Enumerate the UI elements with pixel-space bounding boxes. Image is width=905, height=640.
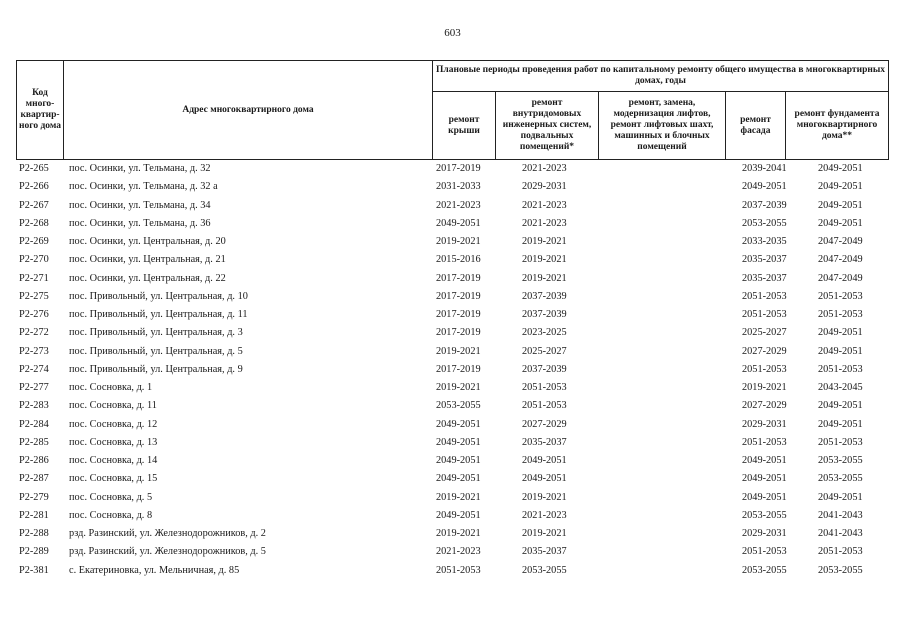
cell-foundation: 2049-2051: [818, 418, 863, 430]
cell-foundation: 2041-2043: [818, 528, 863, 539]
cell-facade: 2027-2029: [742, 345, 787, 357]
cell-address: пос. Осинки, ул. Тельмана, д. 32 а: [69, 181, 218, 193]
cell-code: Р2-273: [19, 345, 49, 357]
table-body: [16, 161, 888, 581]
cell-facade: 2025-2027: [742, 327, 787, 339]
cell-address: пос. Привольный, ул. Центральная, д. 10: [69, 290, 248, 302]
cell-engineering: 2029-2031: [522, 181, 567, 193]
table-row: [16, 453, 888, 471]
header-facade: ремонт фасада: [726, 92, 786, 160]
cell-engineering: 2053-2055: [522, 564, 567, 576]
cell-code: Р2-287: [19, 473, 49, 485]
cell-engineering: 2051-2053: [522, 400, 567, 412]
cell-engineering: 2019-2021: [522, 491, 567, 503]
table-row: [16, 234, 888, 252]
cell-code: Р2-277: [19, 382, 49, 393]
cell-foundation: 2047-2049: [818, 254, 863, 266]
table-row: [16, 252, 888, 270]
cell-engineering: 2051-2053: [522, 382, 567, 393]
cell-address: пос. Привольный, ул. Центральная, д. 11: [69, 309, 248, 320]
cell-foundation: 2049-2051: [818, 217, 863, 229]
table-row: [16, 544, 888, 562]
header-foundation: ремонт фундамента многоквартирного дома**: [786, 92, 889, 160]
cell-code: Р2-286: [19, 455, 49, 466]
table-row: [16, 179, 888, 197]
cell-roof: 2049-2051: [436, 418, 481, 430]
cell-address: пос. Осинки, ул. Центральная, д. 20: [69, 236, 226, 247]
cell-facade: 2029-2031: [742, 528, 787, 539]
cell-code: Р2-275: [19, 290, 49, 302]
cell-facade: 2051-2053: [742, 546, 787, 558]
cell-address: пос. Сосновка, д. 14: [69, 455, 158, 466]
cell-code: Р2-270: [19, 254, 49, 266]
cell-foundation: 2053-2055: [818, 564, 863, 576]
cell-foundation: 2051-2053: [818, 436, 863, 448]
cell-code: Р2-289: [19, 546, 49, 558]
table-row: [16, 161, 888, 179]
page-number: 603: [444, 27, 461, 39]
cell-engineering: 2019-2021: [522, 528, 567, 539]
cell-engineering: 2049-2051: [522, 473, 567, 485]
cell-engineering: 2021-2023: [522, 163, 567, 174]
table-row: [16, 216, 888, 234]
cell-address: пос. Привольный, ул. Центральная, д. 9: [69, 363, 243, 375]
cell-foundation: 2049-2051: [818, 491, 863, 503]
cell-roof: 2049-2051: [436, 217, 481, 229]
table-row: [16, 325, 888, 343]
table-row: [16, 490, 888, 508]
header-address: Адрес многоквартирного дома: [64, 61, 433, 160]
cell-facade: 2035-2037: [742, 254, 787, 266]
cell-engineering: 2025-2027: [522, 345, 567, 357]
cell-code: Р2-381: [19, 564, 49, 576]
cell-engineering: 2023-2025: [522, 327, 567, 339]
cell-foundation: 2043-2045: [818, 382, 863, 393]
cell-code: Р2-271: [19, 272, 49, 284]
cell-address: пос. Сосновка, д. 15: [69, 473, 158, 485]
table-row: [16, 471, 888, 489]
cell-foundation: 2041-2043: [818, 509, 863, 521]
cell-engineering: 2019-2021: [522, 254, 567, 266]
cell-roof: 2017-2019: [436, 272, 481, 284]
cell-engineering: 2021-2023: [522, 217, 567, 229]
cell-roof: 2021-2023: [436, 199, 481, 211]
table-row: [16, 344, 888, 362]
cell-address: пос. Сосновка, д. 8: [69, 509, 153, 521]
cell-foundation: 2051-2053: [818, 546, 863, 558]
cell-roof: 2031-2033: [436, 181, 481, 193]
cell-facade: 2051-2053: [742, 309, 787, 320]
cell-facade: 2053-2055: [742, 217, 787, 229]
cell-facade: 2049-2051: [742, 181, 787, 193]
cell-address: пос. Сосновка, д. 5: [69, 491, 153, 503]
cell-facade: 2051-2053: [742, 290, 787, 302]
cell-foundation: 2051-2053: [818, 363, 863, 375]
cell-address: пос. Осинки, ул. Тельмана, д. 36: [69, 217, 211, 229]
table-row: [16, 417, 888, 435]
cell-engineering: 2035-2037: [522, 546, 567, 558]
table-row: [16, 289, 888, 307]
table-row: [16, 508, 888, 526]
header-roof: ремонт крыши: [433, 92, 496, 160]
cell-roof: 2019-2021: [436, 528, 481, 539]
cell-engineering: 2037-2039: [522, 290, 567, 302]
cell-code: Р2-269: [19, 236, 49, 247]
cell-foundation: 2049-2051: [818, 163, 863, 174]
cell-code: Р2-281: [19, 509, 49, 521]
table-row: [16, 271, 888, 289]
cell-roof: 2049-2051: [436, 509, 481, 521]
header-engineering: ремонт внутридомовых инженерных систем, подвальных помещений*: [496, 92, 599, 160]
cell-roof: 2049-2051: [436, 473, 481, 485]
cell-roof: 2017-2019: [436, 327, 481, 339]
cell-foundation: 2047-2049: [818, 236, 863, 247]
cell-roof: 2051-2053: [436, 564, 481, 576]
cell-code: Р2-267: [19, 199, 49, 211]
cell-engineering: 2027-2029: [522, 418, 567, 430]
header-periods: Плановые периоды проведения работ по капитальному ремонту общего имущества в многоквартирных домах, годы: [433, 61, 889, 92]
table-row: [16, 563, 888, 581]
cell-address: пос. Сосновка, д. 12: [69, 418, 158, 430]
cell-code: Р2-266: [19, 181, 49, 193]
cell-roof: 2017-2019: [436, 163, 481, 174]
cell-facade: 2049-2051: [742, 455, 787, 466]
cell-foundation: 2049-2051: [818, 181, 863, 193]
cell-address: пос. Привольный, ул. Центральная, д. 5: [69, 345, 243, 357]
cell-code: Р2-276: [19, 309, 49, 320]
cell-foundation: 2049-2051: [818, 400, 863, 412]
cell-code: Р2-279: [19, 491, 49, 503]
cell-engineering: 2049-2051: [522, 455, 567, 466]
cell-facade: 2033-2035: [742, 236, 787, 247]
cell-foundation: 2049-2051: [818, 199, 863, 211]
cell-code: Р2-272: [19, 327, 49, 339]
cell-code: Р2-265: [19, 163, 49, 174]
cell-facade: 2019-2021: [742, 382, 787, 393]
cell-roof: 2019-2021: [436, 236, 481, 247]
cell-foundation: 2053-2055: [818, 473, 863, 485]
cell-roof: 2017-2019: [436, 309, 481, 320]
cell-foundation: 2051-2053: [818, 309, 863, 320]
table-row: [16, 526, 888, 544]
table-row: [16, 307, 888, 325]
cell-address: рзд. Разинский, ул. Железнодорожников, д. 2: [69, 528, 266, 539]
cell-roof: 2019-2021: [436, 382, 481, 393]
cell-roof: 2021-2023: [436, 546, 481, 558]
table-row: [16, 398, 888, 416]
header-code: Код много-квартир-ного дома: [17, 61, 64, 160]
cell-facade: 2035-2037: [742, 272, 787, 284]
cell-code: Р2-268: [19, 217, 49, 229]
header-lifts: ремонт, замена, модернизация лифтов, ремонт лифтовых шахт, машинных и блочных помещений: [599, 92, 726, 160]
cell-foundation: 2051-2053: [818, 290, 863, 302]
cell-address: пос. Сосновка, д. 1: [69, 382, 153, 393]
cell-engineering: 2021-2023: [522, 199, 567, 211]
cell-foundation: 2047-2049: [818, 272, 863, 284]
cell-engineering: 2037-2039: [522, 309, 567, 320]
cell-roof: 2019-2021: [436, 345, 481, 357]
cell-engineering: 2035-2037: [522, 436, 567, 448]
cell-facade: 2053-2055: [742, 509, 787, 521]
cell-code: Р2-288: [19, 528, 49, 539]
table-row: [16, 198, 888, 216]
table-row: [16, 362, 888, 380]
cell-roof: 2015-2016: [436, 254, 481, 266]
cell-code: Р2-274: [19, 363, 49, 375]
cell-foundation: 2049-2051: [818, 345, 863, 357]
cell-address: пос. Сосновка, д. 13: [69, 436, 158, 448]
cell-code: Р2-283: [19, 400, 49, 412]
cell-address: пос. Привольный, ул. Центральная, д. 3: [69, 327, 243, 339]
cell-facade: 2051-2053: [742, 436, 787, 448]
cell-facade: 2027-2029: [742, 400, 787, 412]
cell-address: пос. Осинки, ул. Тельмана, д. 32: [69, 163, 211, 174]
cell-facade: 2029-2031: [742, 418, 787, 430]
cell-address: с. Екатериновка, ул. Мельничная, д. 85: [69, 564, 240, 576]
cell-roof: 2049-2051: [436, 455, 481, 466]
cell-code: Р2-284: [19, 418, 49, 430]
cell-engineering: 2021-2023: [522, 509, 567, 521]
cell-foundation: 2053-2055: [818, 455, 863, 466]
cell-roof: 2049-2051: [436, 436, 481, 448]
cell-facade: 2053-2055: [742, 564, 787, 576]
cell-foundation: 2049-2051: [818, 327, 863, 339]
cell-engineering: 2019-2021: [522, 272, 567, 284]
cell-roof: 2019-2021: [436, 491, 481, 503]
cell-facade: 2049-2051: [742, 473, 787, 485]
cell-roof: 2017-2019: [436, 290, 481, 302]
cell-roof: 2053-2055: [436, 400, 481, 412]
cell-engineering: 2037-2039: [522, 363, 567, 375]
table-row: [16, 435, 888, 453]
cell-facade: 2037-2039: [742, 199, 787, 211]
table-row: [16, 380, 888, 398]
cell-address: пос. Сосновка, д. 11: [69, 400, 157, 412]
cell-roof: 2017-2019: [436, 363, 481, 375]
cell-address: рзд. Разинский, ул. Железнодорожников, д. 5: [69, 546, 266, 558]
cell-engineering: 2019-2021: [522, 236, 567, 247]
cell-facade: 2051-2053: [742, 363, 787, 375]
cell-code: Р2-285: [19, 436, 49, 448]
cell-facade: 2039-2041: [742, 163, 787, 174]
cell-address: пос. Осинки, ул. Тельмана, д. 34: [69, 199, 211, 211]
cell-address: пос. Осинки, ул. Центральная, д. 22: [69, 272, 226, 284]
cell-facade: 2049-2051: [742, 491, 787, 503]
cell-address: пос. Осинки, ул. Центральная, д. 21: [69, 254, 226, 266]
table-header: [16, 60, 889, 160]
